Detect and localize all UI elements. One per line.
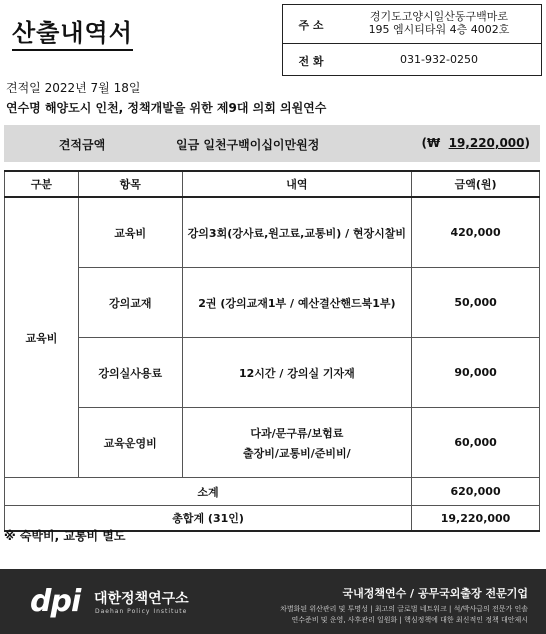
- org-name: 대한정책연구소: [94, 591, 189, 607]
- item-cell: 교육비: [78, 197, 182, 268]
- dpi-logo: dpi: [30, 584, 81, 619]
- subtotal-value: 620,000: [412, 478, 540, 506]
- amount-number: [422, 136, 531, 150]
- header-category: 구분: [5, 171, 79, 197]
- detail-cell: 강의3회(강사료,원고료,교통비) / 현장시찰비: [182, 197, 411, 268]
- amount-value: 19,220,000: [448, 136, 525, 150]
- item-cell: 강의교재: [78, 268, 182, 338]
- amount-label: 견적금액: [58, 138, 106, 152]
- footer-banner: [0, 569, 546, 634]
- amount-cell: 50,000: [412, 268, 540, 338]
- category-cell: 교육비: [5, 197, 79, 478]
- amount-cell: 60,000: [412, 408, 540, 478]
- phone-label: 전 화: [298, 55, 324, 68]
- total-label: 총합계 (31인): [5, 506, 412, 532]
- header-item: 항목: [78, 171, 182, 197]
- table-row: [5, 197, 540, 268]
- footer-line-2: 연수준비 및 운영, 사후관리 일원화 | 핵심정책에 대한 최신적인 정책 대안제시: [291, 616, 528, 624]
- footer-tagline: 국내정책연수 / 공무국외출장 전문기업: [342, 587, 528, 600]
- item-cell: 교육운영비: [78, 408, 182, 478]
- detail-cell: 2권 (강의교재1부 / 예산결산핸드북1부): [182, 268, 411, 338]
- phone-row: [283, 43, 541, 75]
- subtotal-label: 소계: [5, 478, 412, 506]
- header-amount: 금액(원): [412, 171, 540, 197]
- amount-cell: 420,000: [412, 197, 540, 268]
- detail-line-1: 다과/문구류/보험료: [250, 426, 344, 440]
- table-row: [5, 268, 540, 338]
- amount-in-words: 일금 일천구백이십이만원정: [176, 138, 320, 152]
- detail-cell: 12시간 / 강의실 기자재: [182, 338, 411, 408]
- address-row: [283, 5, 541, 44]
- company-info-box: [282, 4, 542, 76]
- phone-value: 031-932-0250: [400, 53, 478, 66]
- address-line-2: 195 엠시티타워 4층 4002호: [368, 23, 510, 36]
- address-line-1: 경기도고양시일산동구백마로: [369, 10, 509, 23]
- address-value: [341, 10, 537, 36]
- table-row: [5, 408, 540, 478]
- subtotal-row: [5, 478, 540, 506]
- table-row: [5, 338, 540, 408]
- table-header-row: [5, 171, 540, 197]
- address-label: 주 소: [298, 19, 324, 32]
- item-cell: 강의실사용료: [78, 338, 182, 408]
- course-name: 연수명 해양도시 인천, 정책개발을 위한 제9대 의회 의원연수: [6, 101, 327, 115]
- total-value: 19,220,000: [412, 506, 540, 532]
- quote-date: 견적일 2022년 7월 18일: [6, 81, 141, 95]
- quote-amount-bar: [4, 125, 540, 162]
- org-name-english: Daehan Policy Institute: [95, 608, 188, 615]
- amount-cell: 90,000: [412, 338, 540, 408]
- amount-prefix: (₩: [421, 136, 441, 150]
- detail-line-2: 출장비/교통비/준비비/: [243, 446, 351, 460]
- document-title: 산출내역서: [12, 18, 133, 51]
- cost-breakdown-table: [4, 170, 540, 532]
- footer-line-1: 차별화된 위산관리 및 투명성 | 최고의 글로벌 네트워크 | 석/박사급의 전문가 인솔: [280, 605, 528, 613]
- note-text: ※ 숙박비, 교통비 별도: [4, 529, 126, 543]
- amount-suffix: ): [524, 136, 530, 150]
- detail-cell: [182, 408, 411, 478]
- header-detail: 내역: [182, 171, 411, 197]
